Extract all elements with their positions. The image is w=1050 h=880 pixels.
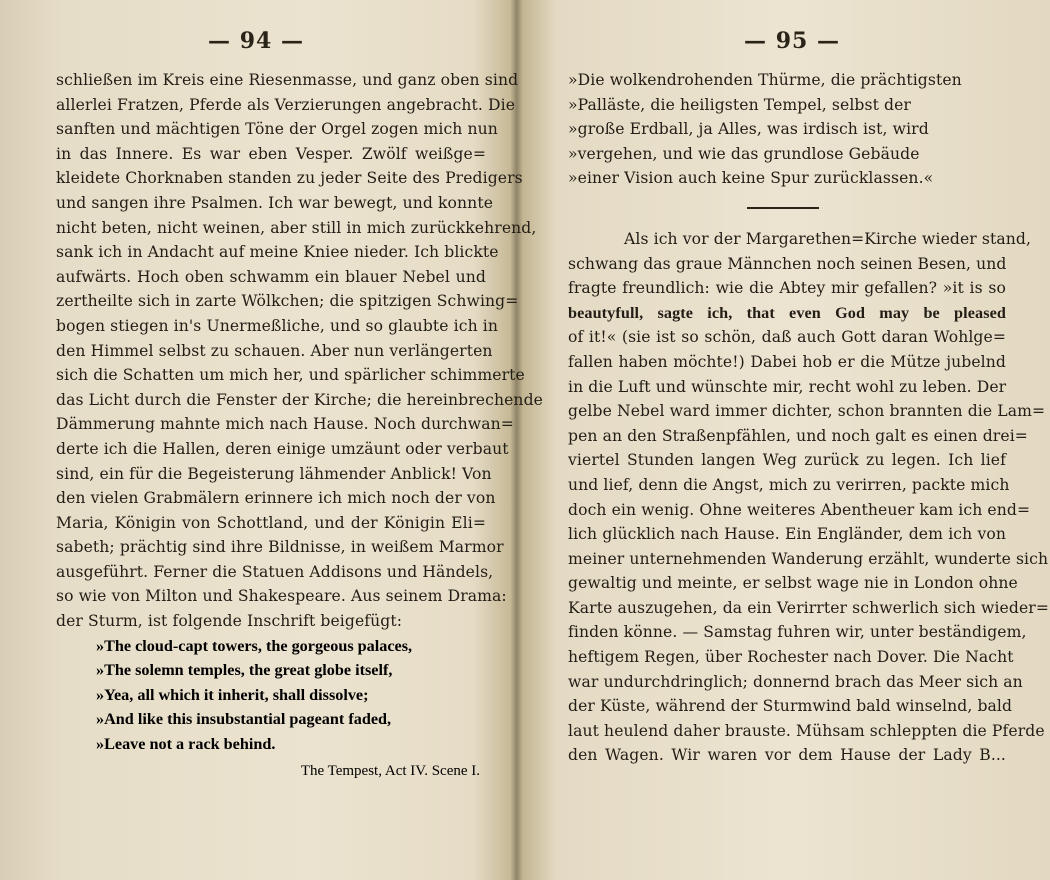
quote-attribution: The Tempest, Act IV. Scene I.	[300, 762, 480, 779]
text-line: und lief, denn die Angst, mich zu verirren, packte mich	[568, 475, 1010, 494]
text-line: sabeth; prächtig sind ihre Bildnisse, in weißem Marmor	[56, 538, 504, 557]
quote-line: »Leave not a rack behind.	[96, 735, 276, 754]
text-line: laut heulend daher brauste. Mühsam schleppten die Pferde	[568, 721, 1045, 740]
text-line: in die Luft und wünschte mir, recht wohl zu leben. Der	[568, 377, 1007, 396]
text-line: schwang das graue Männchen noch seinen Besen, und	[568, 254, 1007, 273]
quote-line: »The cloud-capt towers, the gorgeous palaces,	[96, 636, 413, 655]
text-line: den vielen Grabmälern erinnere ich mich noch der von	[56, 489, 496, 508]
text-line: den Wagen. Wir waren vor dem Hause der Lady B...	[568, 746, 1006, 765]
text-line: Karte auszugehen, da ein Verirrter schwerlich sich wieder=	[568, 598, 1049, 617]
translation-line: »große Erdball, ja Alles, was irdisch ist, wird	[568, 120, 929, 139]
text-line: viertel Stunden langen Weg zurück zu legen. Ich lief	[568, 451, 1006, 470]
right-page	[518, 0, 1050, 880]
translation-line: »Die wolkendrohenden Thürme, die prächtigsten	[568, 71, 962, 89]
translation-line: »einer Vision auch keine Spur zurücklassen.«	[568, 169, 934, 188]
text-line: zertheilte sich in zarte Wölkchen; die spitzigen Schwing=	[56, 292, 519, 311]
page-number: — 94 —	[208, 28, 304, 54]
text-line: in das Innere. Es war eben Vesper. Zwölf weißge=	[56, 144, 486, 163]
text-line: sind, ein für die Begeisterung lähmender Anblick! Von	[56, 464, 492, 483]
text-line: fallen haben möchte!) Dabei hob er die Mütze jubelnd	[568, 352, 1006, 371]
text-line: beautyfull, sagte ich, that even God may be pleased	[568, 303, 1006, 322]
quote-line: »Yea, all which it inherit, shall dissolve;	[96, 685, 369, 704]
page-number: — 95 —	[744, 28, 840, 54]
text-line: doch ein wenig. Ohne weiteres Abentheuer kam ich end=	[568, 500, 1031, 519]
text-line: heftigem Regen, über Rochester nach Dover. Die Nacht	[568, 648, 1014, 667]
translation-text	[568, 68, 1006, 191]
text-line: gewaltig und meinte, er selbst wage nie in London ohne	[568, 574, 1018, 593]
text-line: meiner unternehmenden Wanderung erzählt, wunderte sich	[568, 549, 1049, 568]
text-line: Dämmerung mahnte mich nach Hause. Noch durchwan=	[56, 415, 514, 434]
translation-line: »Palläste, die heiligsten Tempel, selbst der	[568, 95, 911, 114]
text-line: Maria, Königin von Schottland, und der Königin Eli=	[56, 513, 486, 532]
body-text	[56, 68, 543, 634]
text-line: der Küste, während der Sturmwind bald winselnd, bald	[568, 697, 1013, 716]
section-divider	[747, 207, 819, 209]
quote-line: »The solemn temples, the great globe itself,	[96, 661, 393, 680]
text-line: den Himmel selbst zu schauen. Aber nun verlängerten	[56, 341, 493, 360]
text-line: sich die Schatten um mich her, und spärlicher schimmerte	[56, 366, 525, 385]
text-line: derte ich die Hallen, deren einige umzäunt oder verbaut	[56, 439, 509, 458]
text-line: das Licht durch die Fenster der Kirche; die hereinbrechende	[56, 390, 543, 409]
text-line: aufwärts. Hoch oben schwamm ein blauer Nebel und	[56, 267, 486, 286]
text-line: gelbe Nebel ward immer dichter, schon brannten die Lam=	[568, 402, 1046, 421]
text-line: schließen im Kreis eine Riesenmasse, und ganz oben sind	[56, 71, 519, 89]
text-line: Als ich vor der Margarethen=Kirche wieder stand,	[624, 229, 1032, 248]
text-line: ausgeführt. Ferner die Statuen Addisons und Händels,	[56, 562, 494, 581]
quote-line: »And like this insubstantial pageant faded,	[96, 710, 392, 729]
text-line: lich glücklich nach Hause. Ein Engländer, dem ich von	[568, 525, 1006, 544]
text-line: und sangen ihre Psalmen. Ich war bewegt, und konnte	[56, 193, 494, 212]
text-line: kleidete Chorknaben standen zu jeder Seite des Predigers	[56, 169, 523, 188]
text-line: nicht beten, nicht weinen, aber still in mich zurückkehrend,	[56, 218, 537, 237]
text-line: sanften und mächtigen Töne der Orgel zogen mich nun	[56, 120, 498, 139]
text-line: bogen stiegen in's Unermeßliche, und so glaubte ich in	[56, 316, 499, 335]
text-line: so wie von Milton und Shakespeare. Aus seinem Drama:	[56, 587, 507, 606]
text-line: der Sturm, ist folgende Inschrift beigefügt:	[56, 612, 403, 631]
tempest-quote	[56, 634, 486, 784]
text-line: of it!« (sie ist so schön, daß auch Gott daran Wohlge=	[568, 328, 1006, 347]
body-text	[568, 227, 1049, 768]
text-line: allerlei Fratzen, Pferde als Verzierungen angebracht. Die	[56, 95, 516, 114]
text-line: finden könne. — Samstag fuhren wir, unter beständigem,	[568, 623, 1027, 642]
text-line: sank ich in Andacht auf meine Kniee nieder. Ich blickte	[56, 243, 499, 262]
text-line: fragte freundlich: wie die Abtey mir gefallen? »it is so	[568, 279, 1006, 298]
translation-line: »vergehen, und wie das grundlose Gebäude	[568, 144, 920, 163]
text-line: war undurchdringlich; donnernd brach das Meer sich an	[568, 672, 1023, 691]
text-line: pen an den Straßenpfählen, und noch galt es einen drei=	[568, 426, 1028, 445]
